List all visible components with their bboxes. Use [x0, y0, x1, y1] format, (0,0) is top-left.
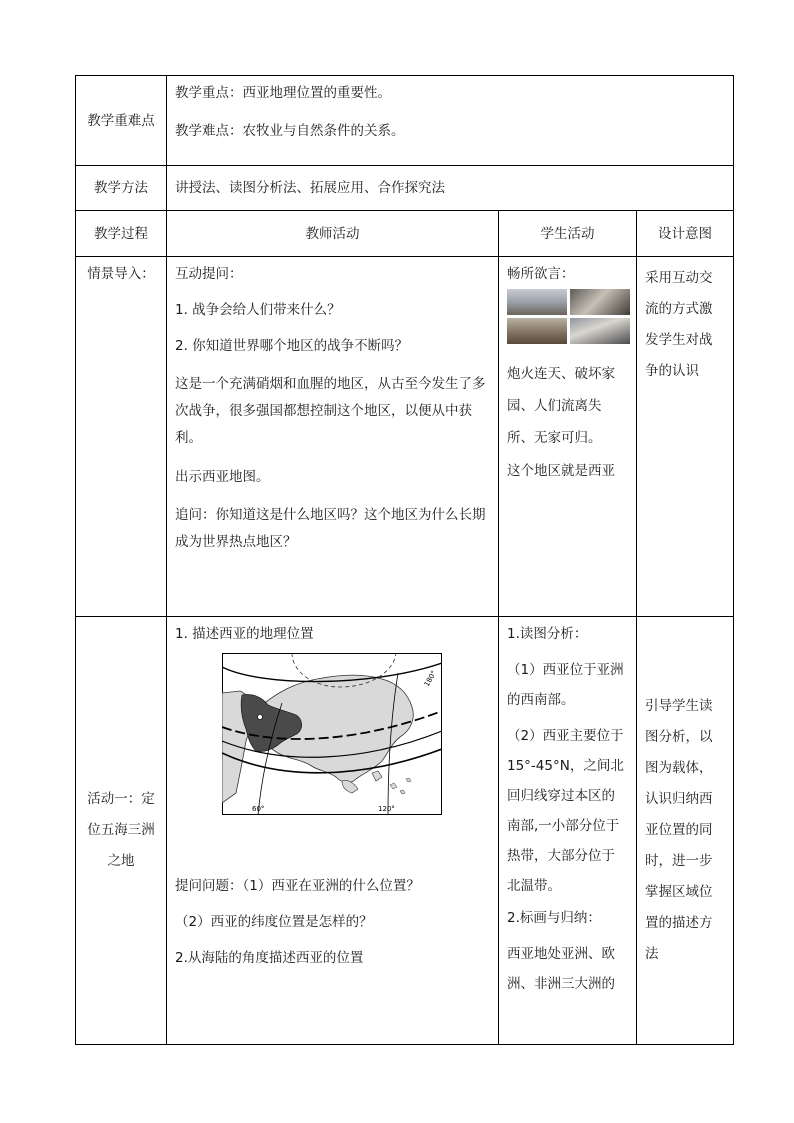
intro-teacher-line: 这是一个充满硝烟和血腥的地区，从古至今发生了多次战争，很多强国都想控制这个地区，以便从中获利。: [175, 376, 486, 446]
activity1-label: [76, 617, 167, 1045]
map-label-180: 180°: [422, 669, 439, 688]
intro-label: [76, 257, 167, 617]
lesson-plan-table: [75, 75, 734, 1045]
activity1-question: 提问问题：（1）西亚在亚洲的什么位置？: [175, 878, 420, 894]
activity1-intent-text: 引导学生读图分析，以图为载体，认识归纳西亚位置的同时，进一步掌握区域位置的描述方法: [645, 698, 713, 962]
war-photo-image: [570, 289, 630, 315]
war-photo-image: [570, 318, 630, 344]
war-photos: [507, 289, 636, 344]
activity1-title: 1. 描述西亚的地理位置: [175, 626, 314, 642]
header-intent: 设计意图: [637, 211, 734, 257]
intro-label-text: 情景导入：: [87, 266, 155, 282]
west-asia-map-image: [222, 653, 442, 815]
activity1-student: [499, 617, 637, 1045]
activity1-intent: [637, 617, 734, 1045]
header-process: 教学过程: [76, 211, 167, 257]
activity1-student-line: 西亚地处亚洲、欧洲、非洲三大洲的: [507, 946, 615, 992]
lesson-plan-page: [75, 75, 733, 1045]
intro-teacher-line: 2. 你知道世界哪个地区的战争不断吗？: [175, 338, 409, 354]
key-point: 教学重点：西亚地理位置的重要性。: [175, 85, 391, 101]
intro-intent-text: 采用互动交流的方式激发学生对战争的认识: [645, 270, 713, 379]
intro-student-line: 炮火连天、破坏家园、人们流离失所、无家可归。: [507, 366, 615, 446]
intro-student-line: 这个地区就是西亚: [507, 463, 615, 479]
map-label-60: 60°: [252, 805, 265, 813]
header-teacher: 教师活动: [167, 211, 499, 257]
row-method: [76, 166, 734, 211]
map-label-120: 120°: [378, 805, 395, 813]
war-photo-image: [507, 318, 567, 344]
difficulty-label: 教学重难点: [76, 76, 167, 166]
header-student: 学生活动: [499, 211, 637, 257]
row-intro: [76, 257, 734, 617]
activity1-label-text: 活动一：定位五海三洲之地: [87, 791, 155, 869]
row-activity1: [76, 617, 734, 1045]
intro-teacher-line: 互动提问：: [175, 266, 243, 282]
intro-teacher-line: 追问：你知道这是什么地区吗？这个地区为什么长期成为世界热点地区？: [175, 507, 486, 550]
intro-teacher-line: 出示西亚地图。: [175, 469, 270, 485]
activity1-student-line: 2.标画与归纳：: [507, 910, 601, 926]
method-text: 讲授法、读图分析法、拓展应用、合作探究法: [175, 180, 445, 196]
activity1-student-line: 1.读图分析：: [507, 626, 588, 642]
activity1-student-line: （1）西亚位于亚洲的西南部。: [507, 662, 624, 708]
intro-student-line: 畅所欲言：: [507, 266, 575, 282]
activity1-question: 2.从海陆的角度描述西亚的位置: [175, 950, 364, 966]
intro-teacher-line: 1. 战争会给人们带来什么？: [175, 302, 341, 318]
row-difficulty: [76, 76, 734, 166]
intro-student: [499, 257, 637, 617]
difficulty-content: [167, 76, 734, 166]
method-label: 教学方法: [76, 166, 167, 211]
activity1-teacher: [167, 617, 499, 1045]
row-header: [76, 211, 734, 257]
method-content: [167, 166, 734, 211]
intro-intent: [637, 257, 734, 617]
activity1-student-line: （2）西亚主要位于15°-45°N，之间北回归线穿过本区的南部,一小部分位于热带，大部分位于北温带。: [507, 728, 624, 894]
activity1-question: （2）西亚的纬度位置是怎样的？: [175, 914, 373, 930]
hard-point: 教学难点：农牧业与自然条件的关系。: [175, 123, 405, 139]
war-photo-image: [507, 289, 567, 315]
intro-teacher: [167, 257, 499, 617]
west-asia-map: [222, 653, 442, 815]
